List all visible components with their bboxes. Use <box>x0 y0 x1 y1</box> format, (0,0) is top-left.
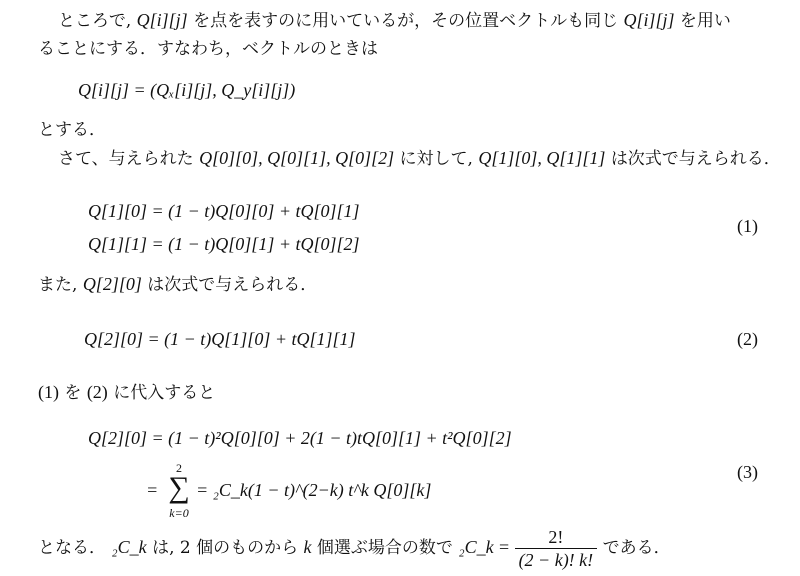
text-span: 個選ぶ場合の数で <box>316 538 453 558</box>
text-span: は次式で与えられる． <box>610 149 781 169</box>
math-inline: ₂C_k <box>111 537 147 557</box>
text-span: に対して, <box>399 149 473 169</box>
text-span: ることにする．すなわち，ベクトルのときは <box>38 39 378 59</box>
paragraph-line-6 <box>38 381 215 404</box>
equation-number-3: (3) <box>737 462 758 482</box>
text-span: である． <box>602 538 671 558</box>
text-span: とする． <box>38 120 106 140</box>
text-span: は, 2 個のものから <box>152 538 299 558</box>
text-span: は次式で与えられる． <box>147 275 318 295</box>
paragraph-line-3 <box>38 119 106 141</box>
text-span: を <box>64 383 82 403</box>
text-span: を用い <box>679 11 731 31</box>
equation-3-rhs: = ₂C_k(1 − t)^(2−k) t^k Q[0][k] <box>196 480 432 500</box>
text-span: さて、与えられた <box>58 149 194 169</box>
math-inline: Q[i][j] <box>136 10 188 30</box>
paragraph-line-1 <box>58 9 731 32</box>
equals-sign: = <box>499 537 510 557</box>
equation-3-line-1: Q[2][0] = (1 − t)²Q[0][0] + 2(1 − t)tQ[0][1] + t²Q[0][2] <box>88 428 512 448</box>
text-span: また, <box>38 275 78 295</box>
equation-2: Q[2][0] = (1 − t)Q[1][0] + tQ[1][1] <box>84 329 356 349</box>
math-inline: Q[0][0], Q[0][1], Q[0][2] <box>199 148 395 168</box>
text-span: に代入すると <box>113 383 216 403</box>
math-inline: Q[i][j] <box>623 10 675 30</box>
text-span: となる． <box>38 538 106 558</box>
paragraph-line-2 <box>38 38 378 60</box>
text-span: を点を表すのに用いているが，その位置ベクトルも同じ <box>193 11 619 31</box>
fraction-numerator: 2! <box>515 526 598 549</box>
fraction <box>515 526 598 571</box>
equation-number-2: (2) <box>737 329 758 349</box>
equation-1b: Q[1][1] = (1 − t)Q[0][1] + tQ[0][2] <box>88 234 360 254</box>
paragraph-line-4 <box>58 147 781 170</box>
math-inline: Q[2][0] <box>82 274 142 294</box>
math-inline: k <box>303 537 312 557</box>
text-span: ところで, <box>58 11 132 31</box>
sum-sign: ∑ <box>168 471 190 504</box>
paragraph-line-5 <box>38 273 317 296</box>
equation-ref: (1) <box>38 382 59 402</box>
math-inline: Q[1][0], Q[1][1] <box>478 148 606 168</box>
equation-ref: (2) <box>86 382 108 402</box>
vector-definition: Q[i][j] = (Qₓ[i][j], Q_y[i][j]) <box>78 80 296 100</box>
equation-3-line-2 <box>146 479 431 501</box>
paragraph-line-7 <box>38 525 671 571</box>
math-inline: ₂C_k <box>458 537 494 557</box>
sum-lower-limit: k=0 <box>169 506 189 520</box>
equation-1a: Q[1][0] = (1 − t)Q[0][0] + tQ[0][1] <box>88 201 360 221</box>
equation-number-1: (1) <box>737 216 758 236</box>
fraction-denominator: (2 − k)! k! <box>518 550 594 570</box>
sum-upper-limit: 2 <box>176 461 182 475</box>
equals-with-sum: = <box>146 480 159 500</box>
